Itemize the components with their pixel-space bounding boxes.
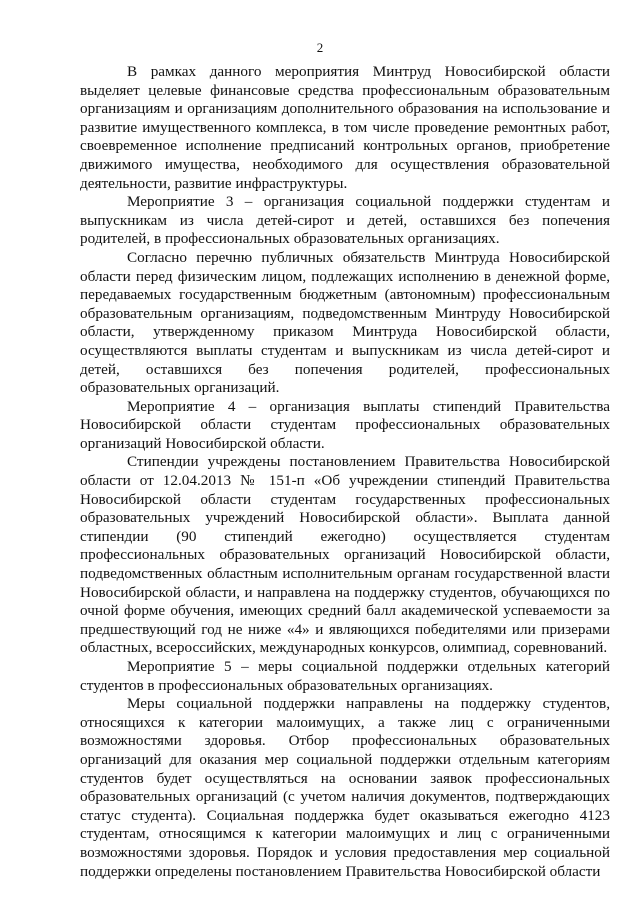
paragraph-event-2-description: В рамках данного мероприятия Минтруд Новосибирской области выделяет целевые финансовые средства профессиональным образовательным организациям и организациям дополнительного образования на использование и развитие имущественного комплекса, в том числе проведение ремонтных работ, своевременное исполнение предписаний контрольных органов, приобретение движимого имущества, необходимого для осуществления образовательной деятельности, развитие инфраструктуры. <box>80 63 610 192</box>
page-number: 2 <box>316 40 324 55</box>
paragraph-event-5-heading: Мероприятие 5 – меры социальной поддержки отдельных категорий студентов в профессиональных образовательных организациях. <box>80 658 610 694</box>
document-body <box>80 63 610 881</box>
paragraph-event-3-heading: Мероприятие 3 – организация социальной поддержки студентам и выпускникам из числа детей-сирот и детей, оставшихся без попечения родителей, в профессиональных образовательных организациях. <box>80 193 610 248</box>
paragraph-event-5-description: Меры социальной поддержки направлены на поддержку студентов, относящихся к категории малоимущих, а также лиц с ограниченными возможностями здоровья. Отбор профессиональных образовательных организаций для оказания мер социальной поддержки отдельным категориям студентов будет осуществляться на основании заявок профессиональных образовательных организаций (с учетом наличия документов, подтверждающих статус студента). Социальная поддержка будет оказываться ежегодно 4123 студентам, относящимся к категории малоимущих и лиц с ограниченными возможностями здоровья. Порядок и условия предоставления мер социальной поддержки определены постановлением Правительства Новосибирской области <box>80 695 610 880</box>
paragraph-event-4-description: Стипендии учреждены постановлением Правительства Новосибирской области от 12.04.2013 № 151-п «Об учреждении стипендий Правительства Новосибирской области студентам государственных профессиональных образовательных учреждений Новосибирской области». Выплата данной стипендии (90 стипендий ежегодно) осуществляется студентам профессиональных образовательных организаций Новосибирской области, подведомственных областным исполнительным органам государственной власти Новосибирской области, и направлена на поддержку студентов, обучающихся по очной форме обучения, имеющих средний балл академической успеваемости за предшествующий год не ниже «4» и являющихся победителями или призерами областных, всероссийских, международных конкурсов, олимпиад, соревнований. <box>80 453 610 657</box>
paragraph-event-3-description: Согласно перечню публичных обязательств Минтруда Новосибирской области перед физическим лицом, подлежащих исполнению в денежной форме, передаваемых государственным бюджетным (автономным) профессиональным образовательным организациям, подведомственным Минтруду Новосибирской области, утвержденному приказом Минтруда Новосибирской области, осуществляются выплаты студентам и выпускникам из числа детей-сирот и детей, оставшихся без попечения родителей, профессиональных образовательных организаций. <box>80 248 610 397</box>
paragraph-event-4-heading: Мероприятие 4 – организация выплаты стипендий Правительства Новосибирской области студентам профессиональных образовательных организаций Новосибирской области. <box>80 397 610 452</box>
